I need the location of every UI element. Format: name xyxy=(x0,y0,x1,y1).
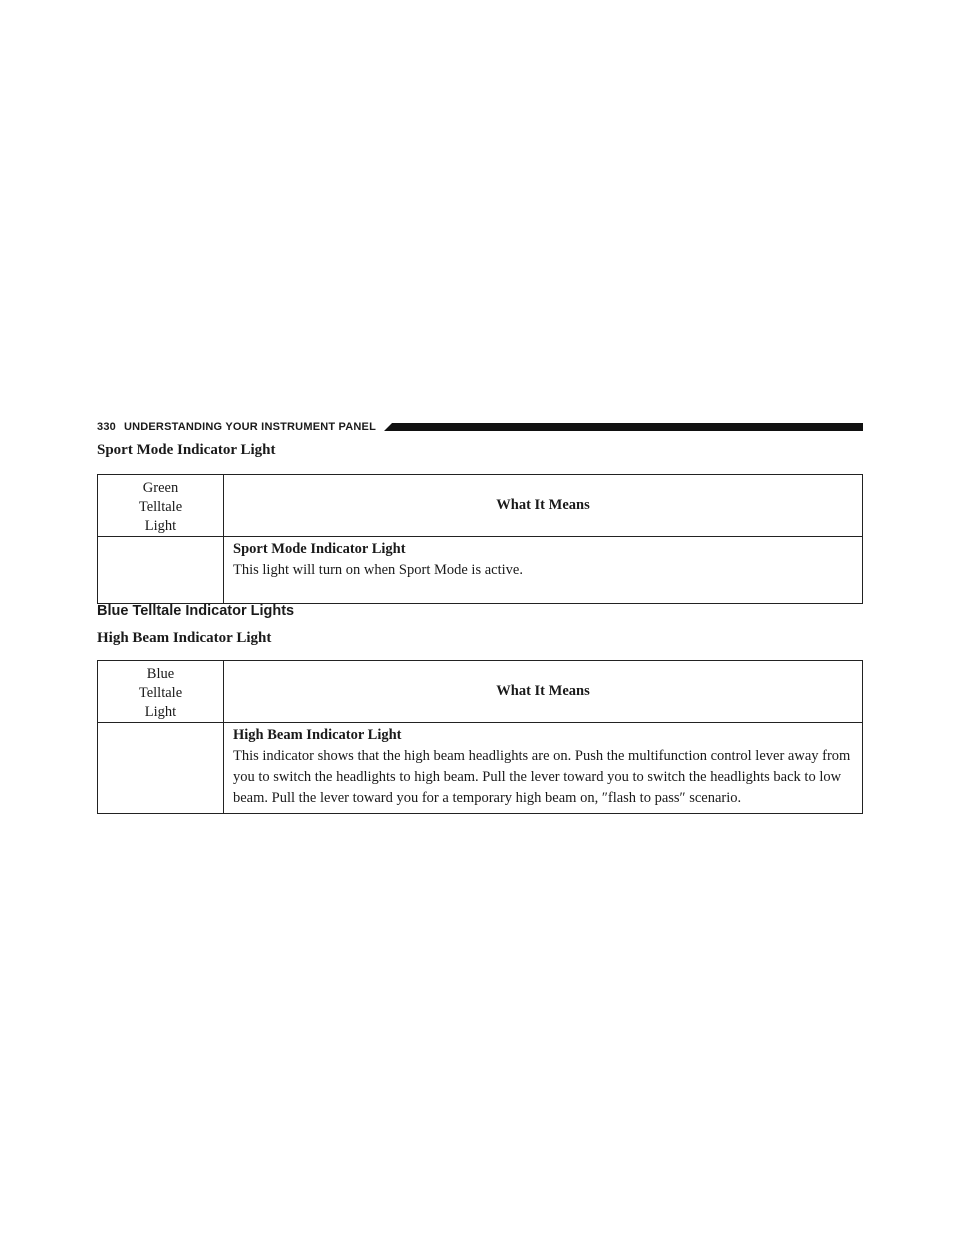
column-header-telltale: Green Telltale Light xyxy=(98,475,224,537)
telltale-icon-cell xyxy=(98,723,224,814)
section-title: UNDERSTANDING YOUR INSTRUMENT PANEL xyxy=(123,421,377,433)
row-title: High Beam Indicator Light xyxy=(233,727,402,743)
telltale-icon-cell xyxy=(98,537,224,604)
row-title: Sport Mode Indicator Light xyxy=(233,541,406,557)
header-rule xyxy=(384,423,863,431)
sport-mode-table xyxy=(97,474,863,604)
high-beam-heading: High Beam Indicator Light xyxy=(97,630,272,646)
row-description: This indicator shows that the high beam headlights are on. Push the multifunction control lever away from you to switch the headlights to high beam. Pull the lever toward you to switch the headlights back to low beam. Pull the lever toward you for a temporary high beam on, ″flash to pass″ scenario. xyxy=(233,748,851,806)
column-header-telltale: Blue Telltale Light xyxy=(98,661,224,723)
sport-mode-heading: Sport Mode Indicator Light xyxy=(97,442,276,458)
meaning-cell xyxy=(224,537,863,604)
column-header-meaning: What It Means xyxy=(224,661,863,723)
table-header-row xyxy=(98,661,863,723)
page-number: 330 xyxy=(97,421,116,433)
meaning-cell xyxy=(224,723,863,814)
blue-telltale-heading: Blue Telltale Indicator Lights xyxy=(97,603,295,619)
table-header-row xyxy=(98,475,863,537)
table-row xyxy=(98,537,863,604)
column-header-meaning: What It Means xyxy=(224,475,863,537)
high-beam-table xyxy=(97,660,863,814)
row-description: This light will turn on when Sport Mode is active. xyxy=(233,562,523,578)
page-header xyxy=(97,419,863,435)
table-row xyxy=(98,723,863,814)
